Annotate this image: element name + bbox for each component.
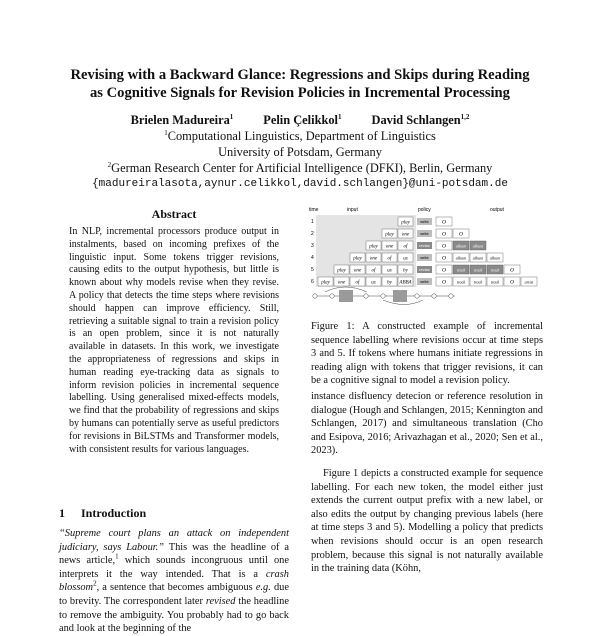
right-column-text (311, 390, 543, 576)
fig-token: of (403, 244, 408, 250)
fig-label: album (455, 243, 467, 249)
author-2: Pelin Çelikkol$^1$ (263, 112, 342, 127)
fig-label: O (442, 243, 446, 250)
fig-token: ABBA (399, 280, 412, 286)
fig-time-2: 2 (311, 231, 314, 237)
fig-label: O (442, 267, 446, 274)
fig-token: us (403, 256, 408, 262)
fig-token: one (401, 232, 410, 238)
fig-action-label: write (420, 279, 429, 284)
fig-action-label: write (420, 231, 429, 236)
fig-time-4: 4 (311, 255, 314, 261)
fig-label: track (473, 267, 483, 273)
fig-token: of (387, 256, 392, 262)
abstract-heading: Abstract (151, 207, 197, 221)
fig-fixation-dot (313, 294, 317, 298)
fig-label: track (490, 267, 500, 273)
right-paragraph-2: Figure 1 depicts a constructed example for sequence labelling. For each new token, the model either just extends the current output prefix with a new label, or also edits the output by changing previous labels (here at time steps 3 and 5). Modelling a policy that predicts when revisions should occur is an open research problem, because this signal is not naturally available in the training data (Köhn, (311, 467, 543, 575)
fig-fixation-dot (364, 294, 368, 298)
fig-token: by (387, 280, 392, 286)
fig-header-output: output (490, 207, 504, 213)
fig-label: O (442, 231, 446, 238)
fig-fixation-dot (330, 294, 334, 298)
fig-fixation-dot (449, 294, 453, 298)
section-heading: 1 Introduction (59, 506, 147, 520)
abstract-text: In NLP, incremental processors produce output in instalments, based on incoming prefixes of the linguistic input. Some tokens trigger revisions, causing edits to the output hypothesis, but little is known about why models revise when they revise. A policy that detects the time steps where revisions should happen can improve efficiency. Still, retrieving a suitable signal to train a revision policy is an open problem, since it is not naturally available in datasets. In this work, we investigate the appropriateness of regressions and skips in human reading eye-tracking data as signals to inform revision policies in incremental sequence labelling. Using generalised mixed-effects models, we find that the probability of regressions and skips by humans can potentially serve as useful predictors for revisions in BiLSTMs and Transformer models, with consistent results for various languages. (69, 226, 279, 455)
fig-label: album (472, 243, 484, 249)
fig-label: album (455, 255, 467, 261)
fig-token: by (403, 268, 408, 274)
fig-label: O (442, 279, 446, 286)
fig-label: track (490, 279, 500, 285)
affiliation-2: German Research Center for Artificial Intelligence (DFKI), Berlin, Germany (111, 161, 493, 175)
author-block: Brielen Madureira$^1$ Pelin Çelikkol$^1$ David Schlangen$^{1,2}$ $^1$Computational Linguistics, Department of Linguistics University of Potsdam, Germany $^2$German Research Center for Artificial Intelligence (DFKI), Berlin, Germany {madureiralasota,aynur.celikkol,david.schlangen}@uni-potsdam.de (40, 112, 560, 192)
fig-token: one (385, 244, 394, 250)
fig-label: O (510, 267, 514, 274)
fig-time-3: 3 (311, 243, 314, 249)
fig-time-6: 6 (311, 279, 314, 285)
intro-paragraph: “Supreme court plans an attack on independent judiciary, says Labour.” This was the headline of a news article,$^1$ which sounds incongruous until one interprets it the way intended. That is a crash blossom$^2$, a sentence that becomes ambiguous e.g. due to brevity. The correspondent later revised the headline to remove the ambiguity. You probably had to go back and look at the beginning of the (59, 528, 289, 635)
fig-skip-box (393, 290, 407, 302)
fig-fixation-dot (432, 294, 436, 298)
fig-label: album (472, 255, 484, 261)
fig-action-label: write (420, 255, 429, 260)
fig-label: track (473, 279, 483, 285)
affiliation-1: Computational Linguistics, Department of Linguistics (167, 129, 436, 143)
fig-token: play (401, 220, 410, 226)
fig-header-input: input (347, 207, 358, 213)
fig-label: track (456, 267, 466, 273)
fig-token: one (337, 280, 346, 286)
fig-header-time: time (309, 207, 319, 213)
fig-time-5: 5 (311, 267, 314, 273)
fig-token: one (353, 268, 362, 274)
fig-fixation-dot (381, 294, 385, 298)
fig-token: play (321, 280, 330, 286)
fig-token: us (371, 280, 376, 286)
fig-token: play (369, 244, 378, 250)
fig-action-label: revise (419, 267, 430, 272)
fig-action-label: write (420, 219, 429, 224)
fig-label: O (510, 279, 514, 286)
fig-header-policy: policy (418, 207, 431, 213)
fig-label: O (442, 255, 446, 262)
fig-token: us (387, 268, 392, 274)
figure-caption: Figure 1: A constructed example of incremental sequence labelling where revisions occur at time steps 3 and 5. If tokens where humans initiate regressions in reading align with tokens that trigger revisions, it can be a cognitive signal to model a revision policy. (311, 321, 543, 387)
fig-label: track (456, 279, 466, 285)
author-3: David Schlangen$^{1,2}$ (371, 112, 470, 127)
right-paragraph-1: instance disfluency detecion or reference resolution in dialogue (Hough and Schlangen, 2015; Kennington and Schlangen, 2017) and simultaneous translation (Cho and Esipova, 2016; Arivazhagan et al., 2020; Sen et al., 2023). (311, 391, 543, 457)
fig-token: of (355, 280, 360, 286)
fig-regression-box (339, 290, 353, 302)
fig-token: play (337, 268, 346, 274)
fig-token: of (371, 268, 376, 274)
author-1: Brielen Madureira$^1$ (130, 112, 234, 127)
fig-token: play (353, 256, 362, 262)
fig-token: play (385, 232, 394, 238)
fig-label: O (442, 219, 446, 226)
author-emails: {madureiralasota,aynur.celikkol,david.schlangen}@uni-potsdam.de (92, 178, 508, 190)
figure-1 (305, 203, 541, 315)
affiliation-1b: University of Potsdam, Germany (218, 145, 382, 159)
paper-title: Revising with a Backward Glance: Regressions and Skips during Reading as Cognitive Signals for Revision Policies in Incremental Processing (70, 67, 530, 101)
author-names (40, 112, 560, 128)
fig-label: artist (524, 279, 534, 285)
fig-label: album (489, 255, 501, 261)
fig-time-1: 1 (311, 219, 314, 225)
fig-fixation-dot (415, 294, 419, 298)
fig-label: O (459, 231, 463, 238)
fig-token: one (369, 256, 378, 262)
fig-action-label: revise (419, 243, 430, 248)
